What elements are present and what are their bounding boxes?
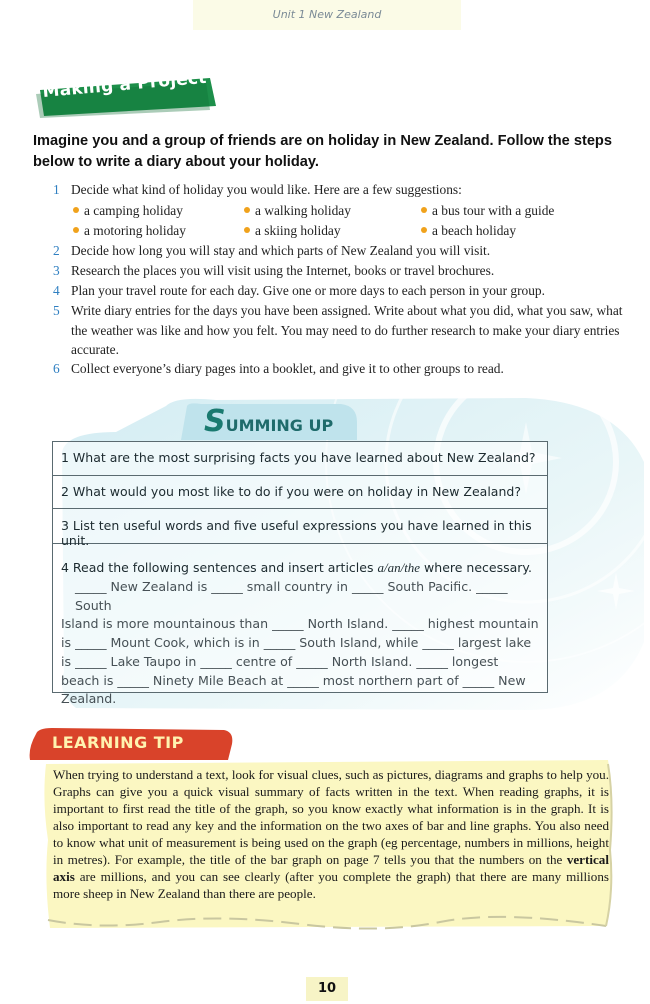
step-text: Decide what kind of holiday you would like. Here are a few suggestions: — [71, 182, 462, 197]
bullet-icon — [73, 227, 79, 233]
step-number: 1 — [53, 182, 60, 197]
question-row — [53, 442, 547, 476]
question-text: 2 What would you most like to do if you were on holiday in New Zealand? — [61, 484, 521, 499]
step-text: Collect everyone’s diary pages into a booklet, and give it to other groups to read. — [71, 361, 504, 376]
summing-up-title: SUMMING UP — [204, 404, 334, 439]
bullet-icon — [73, 207, 79, 213]
bullet-icon — [244, 227, 250, 233]
learning-tip-title: LEARNING TIP — [52, 733, 184, 752]
step-number: 2 — [53, 243, 60, 258]
suggestion-item: a camping holiday — [73, 201, 183, 221]
bullet-icon — [421, 207, 427, 213]
question-row — [53, 476, 547, 509]
cloze-line: is _____ Lake Taupo in _____ centre of _____ North Island. _____ longest — [61, 653, 499, 669]
cloze-line: Zealand. — [61, 691, 117, 707]
steps-list — [0, 180, 650, 380]
cloze-line: Island is more mountainous than _____ North Island. _____ highest mountain — [61, 616, 539, 632]
step-text: Write diary entries for the days you have been assigned. Write about what you did, what you saw, what the weather was like and how you felt. You may need to do further research to make your diary entries accurate. — [71, 303, 623, 357]
bullet-icon — [244, 207, 250, 213]
step-text: Plan your travel route for each day. Give one or more days to each person in your group. — [71, 283, 545, 298]
page-number: 10 — [306, 977, 348, 1001]
cloze-exercise — [61, 578, 541, 709]
bullet-icon — [421, 227, 427, 233]
unit-header: Unit 1 New Zealand — [193, 0, 461, 30]
suggestion-item: a bus tour with a guide — [421, 201, 554, 221]
suggestion-item: a skiing holiday — [244, 221, 341, 241]
cloze-line: beach is _____ Ninety Mile Beach at _____ most northern part of _____ New — [61, 672, 526, 688]
learning-tip-text: When trying to understand a text, look for visual clues, such as pictures, diagrams and graphs to help you. Graphs can give you a quick visual summary of facts written in the text. When reading graphs, it is important to first read the title of the graph, so you know exactly what information is in the graph. It is also important to read any key and the information on the two axes of bar and line graphs. You also need to know what unit of measurement is being used on the graph (eg percentage, numbers in millions, height in metres). For example, the title of the bar graph on page 7 tells you that the numbers on the vertical axis are millions, and you can see clearly (after you complete the graph) that there are many millions more sheep in New Zealand than there are people. — [53, 767, 609, 901]
step-number: 5 — [53, 303, 60, 318]
cloze-line: _____ New Zealand is _____ small country in _____ South Pacific. _____ South — [75, 579, 508, 613]
step-text: Decide how long you will stay and which parts of New Zealand you will visit. — [71, 243, 491, 258]
suggestion-item: a walking holiday — [244, 201, 351, 221]
project-title: Making a Project — [41, 67, 208, 103]
cloze-line: is _____ Mount Cook, which is in _____ South Island, while _____ largest lake — [61, 635, 532, 651]
question-text: 1 What are the most surprising facts you have learned about New Zealand? — [61, 450, 536, 465]
question-text: 3 List ten useful words and five useful expressions you have learned in this unit. — [61, 518, 532, 548]
project-intro: Imagine you and a group of friends are on holiday in New Zealand. Follow the steps below to write a diary about your holiday. — [33, 133, 612, 170]
suggestion-item: a beach holiday — [421, 221, 516, 241]
step-number: 3 — [53, 263, 60, 278]
question-text: 4 Read the following sentences and insert articles a/an/the where necessary. — [61, 560, 533, 575]
summing-up-questions — [52, 441, 548, 707]
step-number: 4 — [53, 283, 60, 298]
step-number: 6 — [53, 361, 60, 376]
question-row — [53, 544, 547, 707]
suggestion-item: a motoring holiday — [73, 221, 186, 241]
step-text: Research the places you will visit using the Internet, books or travel brochures. — [71, 263, 495, 278]
question-row — [53, 509, 547, 548]
